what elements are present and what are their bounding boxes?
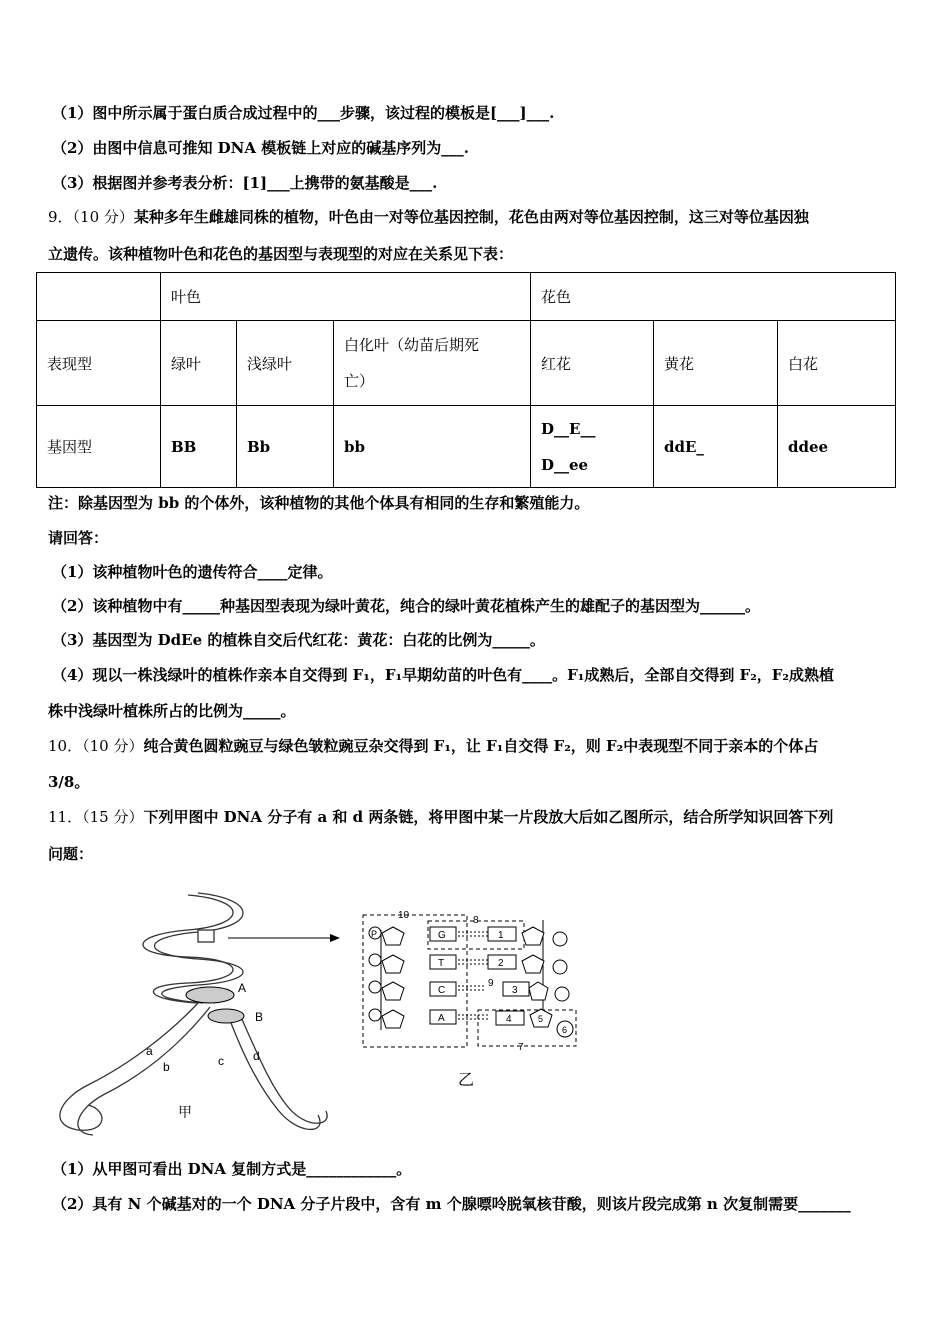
q11-part2: （2）具有 N 个碱基对的一个 DNA 分子片段中，含有 m 个腺嘌呤脱氧核苷酸，则该片段完成第 n 次复制需要_______ <box>52 1195 851 1213</box>
q9-part4: （4）现以一株浅绿叶的植株作亲本自交得到 F₁，F₁早期幼苗的叶色有____。F₁成熟后，全部自交得到 F₂，F₂成熟植 <box>52 666 834 684</box>
cell-yellow-flower: 黄花 <box>654 321 778 406</box>
cell-albino-leaf: 白化叶（幼苗后期死 亡） <box>334 321 531 406</box>
phenotype-label: 表现型 <box>37 321 161 406</box>
cell-red-genotype: D__E__ D__ee <box>531 406 654 488</box>
replication-fork-B <box>208 1009 244 1023</box>
q9-number: 9．（10 分） <box>48 208 134 226</box>
cell-Bb: Bb <box>237 406 334 488</box>
num-5: 5 <box>538 1014 544 1024</box>
base-G: G <box>438 930 446 941</box>
table-note: 注：除基因型为 bb 的个体外，该种植物的其他个体具有相同的生存和繁殖能力。 <box>48 494 590 512</box>
q11-number: 11．（15 分） <box>48 808 144 826</box>
replication-fork-A <box>186 987 234 1003</box>
table-corner <box>37 273 161 321</box>
q11: 11．（15 分）下列甲图中 DNA 分子有 a 和 d 两条链，将甲图中某一片段放大后如乙图所示，结合所学知识回答下列 <box>48 808 834 826</box>
cell-ddE: ddE_ <box>654 406 778 488</box>
label-A: A <box>238 981 247 995</box>
q9-part4-cont: 株中浅绿叶植株所占的比例为_____。 <box>48 702 296 720</box>
num-6: 6 <box>562 1025 568 1035</box>
pair-row-2 <box>369 954 567 974</box>
q8-part3: （3）根据图并参考表分析：[1]___上携带的氨基酸是___. <box>52 174 438 192</box>
cell-red-flower: 红花 <box>531 321 654 406</box>
cell-light-green-leaf: 浅绿叶 <box>237 321 334 406</box>
base-3: 3 <box>512 985 518 996</box>
base-C: C <box>438 985 446 996</box>
label-d: d <box>253 1049 260 1063</box>
q9-part1: （1）该种植物叶色的遗传符合____定律。 <box>52 563 333 581</box>
label-yi: 乙 <box>458 1072 475 1089</box>
base-1: 1 <box>498 930 504 941</box>
q9-heading: 9．（10 分）某种多年生雌雄同株的植物，叶色由一对等位基因控制，花色由两对等位基因控制，这三对等位基因独 <box>48 208 809 226</box>
phosphate-1: P <box>371 929 378 939</box>
flower-color-header: 花色 <box>531 273 896 321</box>
genotype-label: 基因型 <box>37 406 161 488</box>
pair-row-3 <box>369 981 569 1001</box>
cell-ddee: ddee <box>778 406 896 488</box>
q9-part3: （3）基因型为 DdEe 的植株自交后代红花：黄花：白花的比例为_____。 <box>52 631 545 649</box>
dna-segment-yi <box>363 910 576 1089</box>
base-2: 2 <box>498 958 504 969</box>
pair-row-1 <box>369 927 567 946</box>
q10-number: 10．（10 分） <box>48 737 144 755</box>
label-b: b <box>163 1060 170 1074</box>
q11-part1: （1）从甲图可看出 DNA 复制方式是____________。 <box>52 1160 412 1178</box>
q9-heading-cont: 立遗传。该种植物叶色和花色的基因型与表现型的对应在关系见下表： <box>48 245 514 263</box>
q9-part2: （2）该种植物中有_____种基因型表现为绿叶黄花，纯合的绿叶黄花植株产生的雄配子的基因型为______。 <box>52 597 760 615</box>
label-B: B <box>255 1010 264 1024</box>
leaf-color-header: 叶色 <box>161 273 531 321</box>
num-7: 7 <box>518 1042 524 1053</box>
cell-BB: BB <box>161 406 237 488</box>
num-10: 10 <box>398 910 410 921</box>
base-T: T <box>438 958 445 969</box>
q8-part1: （1）图中所示属于蛋白质合成过程中的___步骤，该过程的模板是[___]___. <box>52 104 555 122</box>
q8-part2: （2）由图中信息可推知 DNA 模板链上对应的碱基序列为___. <box>52 139 469 157</box>
answer-prompt: 请回答： <box>48 529 109 547</box>
cell-white-flower: 白花 <box>778 321 896 406</box>
label-c: c <box>218 1054 224 1068</box>
arrow-head-icon <box>330 934 340 942</box>
q10: 10．（10 分）纯合黄色圆粒豌豆与绿色皱粒豌豆杂交得到 F₁，让 F₁自交得 F₂，则 F₂中表现型不同于亲本的个体占 <box>48 737 819 755</box>
dna-helix-jia <box>60 893 327 1135</box>
dna-figure <box>48 885 608 1145</box>
label-a: a <box>146 1044 153 1058</box>
base-A: A <box>438 1013 445 1024</box>
base-4: 4 <box>506 1014 512 1025</box>
q11-cont: 问题： <box>48 845 94 863</box>
label-jia: 甲 <box>178 1104 192 1120</box>
pair-row-4 <box>369 1009 573 1037</box>
cell-green-leaf: 绿叶 <box>161 321 237 406</box>
num-9: 9 <box>488 978 494 989</box>
q10-cont: 3/8。 <box>48 773 90 791</box>
cell-bb: bb <box>334 406 531 488</box>
num-8: 8 <box>473 915 479 926</box>
genotype-phenotype-table <box>36 272 896 488</box>
